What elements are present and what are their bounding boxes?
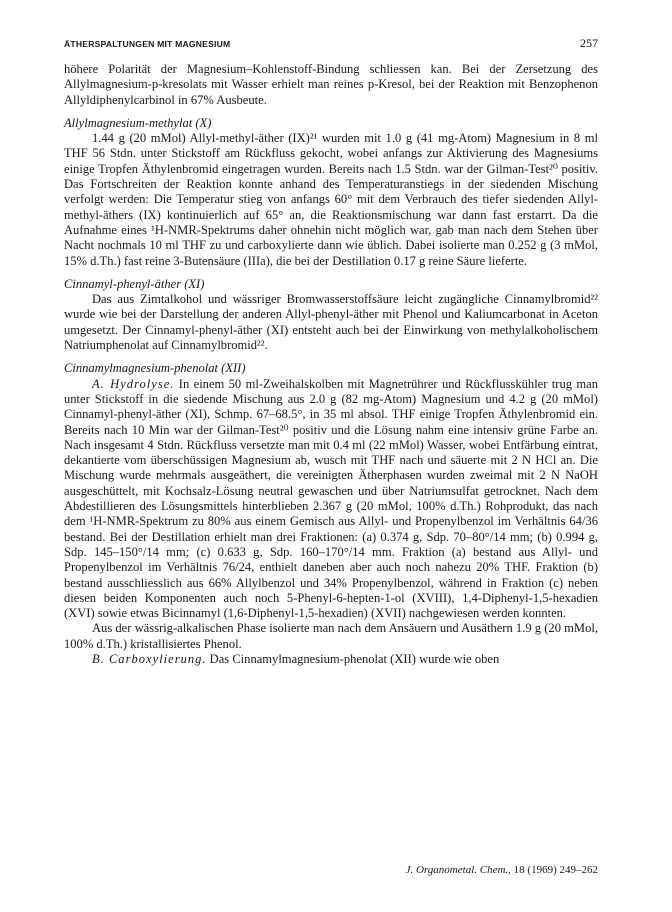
journal-citation [406,864,598,876]
paragraph: 1.44 g (20 mMol) Allyl-methyl-äther (IX)²¹ wurden mit 1.0 g (41 mg-Atom) Magnesium in 8 ml THF 56 Stdn. unter Stickstoff am Rückfluss gekocht, wobei anfangs zur Aktivierung des Magnesiums einige Tropfen Äthylenbromid eingetragen wurden. Bereits nach 1.5 Stdn. war der Gilman-Test²⁰ positiv. Das Fortschreiten der Reaktion konnte anhand des Temperaturanstiegs in der siedenden Mischung verfolgt werden: Die Temperatur stieg von anfangs 60° mit dem Verbrauch des tiefer siedenden Allyl-methyl-äthers (IX) kontinuierlich auf 65° an, die Reaktionsmischung war dann fast erstarrt. Da die Aufnahme eines ¹H-NMR-Spektrums daher ohnehin nicht möglich war, gab man nach dem Stehen über Nacht nochmals 10 ml THF zu und carboxylierte dann wie üblich. Dabei isolierte man 0.252 g (3 mMol, 15% d.Th.) fast reine 3-Butensäure (IIIa), die bei der Destillation 0.17 g reine Säure lieferte. [64,131,598,268]
subsection-label: B. Carboxylierung. [92,651,207,666]
subsection-label: A. Hydrolyse. [92,376,175,391]
paragraph-text: In einem 50 ml-Zweihalskolben mit Magnetrührer und Rückflusskühler trug man unter Stickstoff in die siedende Mischung aus 2.0 g (82 mg-Atom) Magnesium und 4.2 g (20 mMol) Cinnamyl-phenyl-äther (XI), Schmp. 67–68.5°, in 35 ml absol. THF einige Tropfen Äthylenbromid ein. Bereits nach 10 Min war der Gilman-Test²⁰ positiv und die Lösung nahm eine intensiv grüne Farbe an. Nach insgesamt 4 Stdn. Rückfluss versetzte man mit 0.4 ml (22 mMol) Wasser, wobei Entfärbung eintrat, dekantierte vom überschüssigen Magnesium ab, wusch mit THF nach und säuerte mit 2 N HCl an. Die Mischung wurde mehrmals ausgeäthert, die vereinigten Ätherphasen wurden zweimal mit 2 N NaOH ausgeschüttelt, mit Kochsalz-Lösung neutral gewaschen und über Natriumsulfat getrocknet. Nach dem Abdestillieren des Lösungsmittels hinterblieben 2.367 g (20 mMol, 100% d.Th.) Rohprodukt, das nach dem ¹H-NMR-Spektrum zu 80% aus einem Gemisch aus Allyl- und Propenylbenzol im Verhältnis 64/36 bestand. Bei der Destillation erhielt man drei Fraktionen: (a) 0.374 g, Sdp. 70–80°/14 mm; (b) 0.994 g, Sdp. 145–150°/14 mm; (c) 0.633 g, Sdp. 160–170°/14 mm. Fraktion (a) bestand aus Allyl- und Propenylbenzol im Verhältnis 76/24, enthielt daneben aber auch noch nahezu 20% THF. Fraktion (b) bestand ausschliesslich aus 66% Allylbenzol und 34% Propenylbenzol, während in Fraktion (c) neben diesen beiden Komponenten auch noch 5-Phenyl-6-hepten-1-ol (XVIII), 1,4-Diphenyl-1,5-hexadien (XVI) sowie etwas Bicinnamyl (1,6-Diphenyl-1,5-hexadien) (XVII) nachgewiesen werden konnten. [64,376,598,621]
paragraph: höhere Polarität der Magnesium–Kohlenstoff-Bindung schliessen kan. Bei der Zersetzung des Allylmagnesium-p-kresolats mit Wasser erhielt man reines p-Kresol, bei der Reaktion mit Benzophenon Allyldiphenylcarbinol in 67% Ausbeute. [64,62,598,107]
running-title: ÄTHERSPALTUNGEN MIT MAGNESIUM [64,39,231,49]
running-header [64,36,598,62]
section-heading: Cinnamylmagnesium-phenolat (XII) [64,361,246,376]
page [64,36,598,667]
paragraph [64,652,598,667]
paragraph: Aus der wässrig-alkalischen Phase isolierte man nach dem Ansäuern und Ausäthern 1.9 g (20 mMol, 100% d.Th.) kristallisiertes Phenol. [64,621,598,651]
paragraph-text: Das Cinnamylmagnesium-phenolat (XII) wurde wie oben [206,651,500,666]
page-number: 257 [580,36,598,50]
citation-details: , 18 (1969) 249–262 [508,864,598,876]
paragraph: Das aus Zimtalkohol und wässriger Bromwasserstoffsäure leicht zugängliche Cinnamylbromid²² wurde wie bei der Darstellung der anderen Allyl-phenyl-äther mit Phenol und Kaliumcarbonat in Aceton umgesetzt. Der Cinnamyl-phenyl-äther (XI) entsteht auch bei der Einwirkung von methylalkoholischem Natriumphenolat auf Cinnamylbromid²². [64,292,598,353]
article-body [64,62,598,667]
paragraph [64,377,598,622]
section-heading: Allylmagnesium-methylat (X) [64,115,212,130]
journal-name: J. Organometal. Chem. [405,864,509,876]
section-heading: Cinnamyl-phenyl-äther (XI) [64,276,205,291]
